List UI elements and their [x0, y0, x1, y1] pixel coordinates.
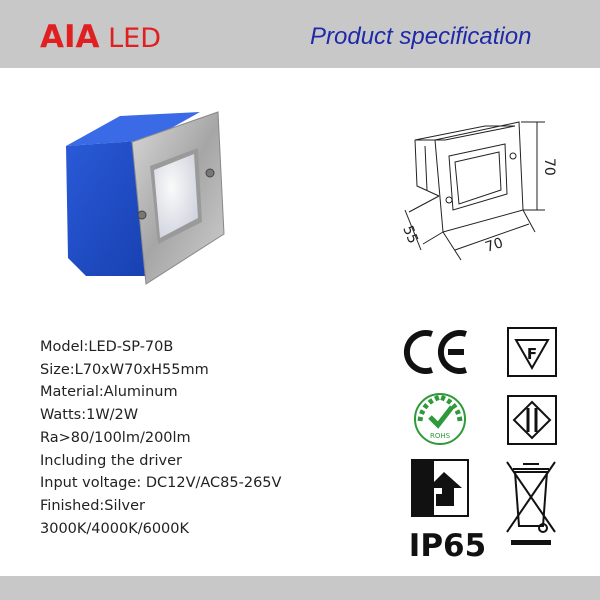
drawing-lens	[449, 144, 507, 210]
spec-cct: 3000K/4000K/6000K	[40, 520, 190, 537]
dimension-drawing	[395, 100, 565, 270]
dim-depth-label: 55	[399, 223, 421, 247]
screw-bottom	[138, 211, 146, 219]
header-bar	[0, 0, 600, 68]
f-mark-icon	[506, 326, 558, 378]
f-mark-letter: F	[526, 345, 538, 363]
screw-top	[206, 169, 214, 177]
spec-driver: Including the driver	[40, 452, 182, 469]
ip65-rating: IP65	[408, 528, 487, 564]
spec-finish: Finished:Silver	[40, 497, 146, 514]
class-ii-icon	[506, 394, 558, 446]
dim-height-label: 70	[541, 158, 557, 176]
page-title: Product specification	[310, 23, 532, 50]
dim-width-label: 70	[483, 235, 506, 256]
drawing-faceplate	[435, 122, 523, 232]
brand-logo-bold: AIA	[40, 19, 100, 55]
weee-bin-icon	[503, 458, 559, 550]
spec-model: Model:LED-SP-70B	[40, 339, 174, 355]
drawing-housing	[415, 126, 515, 140]
spec-watts: Watts:1W/2W	[40, 407, 139, 424]
brand-logo	[40, 19, 162, 55]
footer-bar	[0, 576, 600, 600]
rohs-badge-icon	[410, 391, 470, 447]
rohs-label: ROHS	[429, 432, 451, 440]
brand-logo-light: LED	[108, 23, 162, 54]
product-photo	[60, 98, 240, 293]
spec-voltage: Input voltage: DC12V/AC85-265V	[40, 475, 282, 492]
spec-ra: Ra>80/100lm/200lm	[40, 429, 191, 446]
spec-list	[40, 336, 281, 540]
installation-icon	[410, 458, 470, 518]
ce-mark-icon	[402, 328, 472, 376]
spec-material: Material:Aluminum	[40, 384, 178, 401]
spec-size: Size:L70xW70xH55mm	[40, 361, 209, 378]
